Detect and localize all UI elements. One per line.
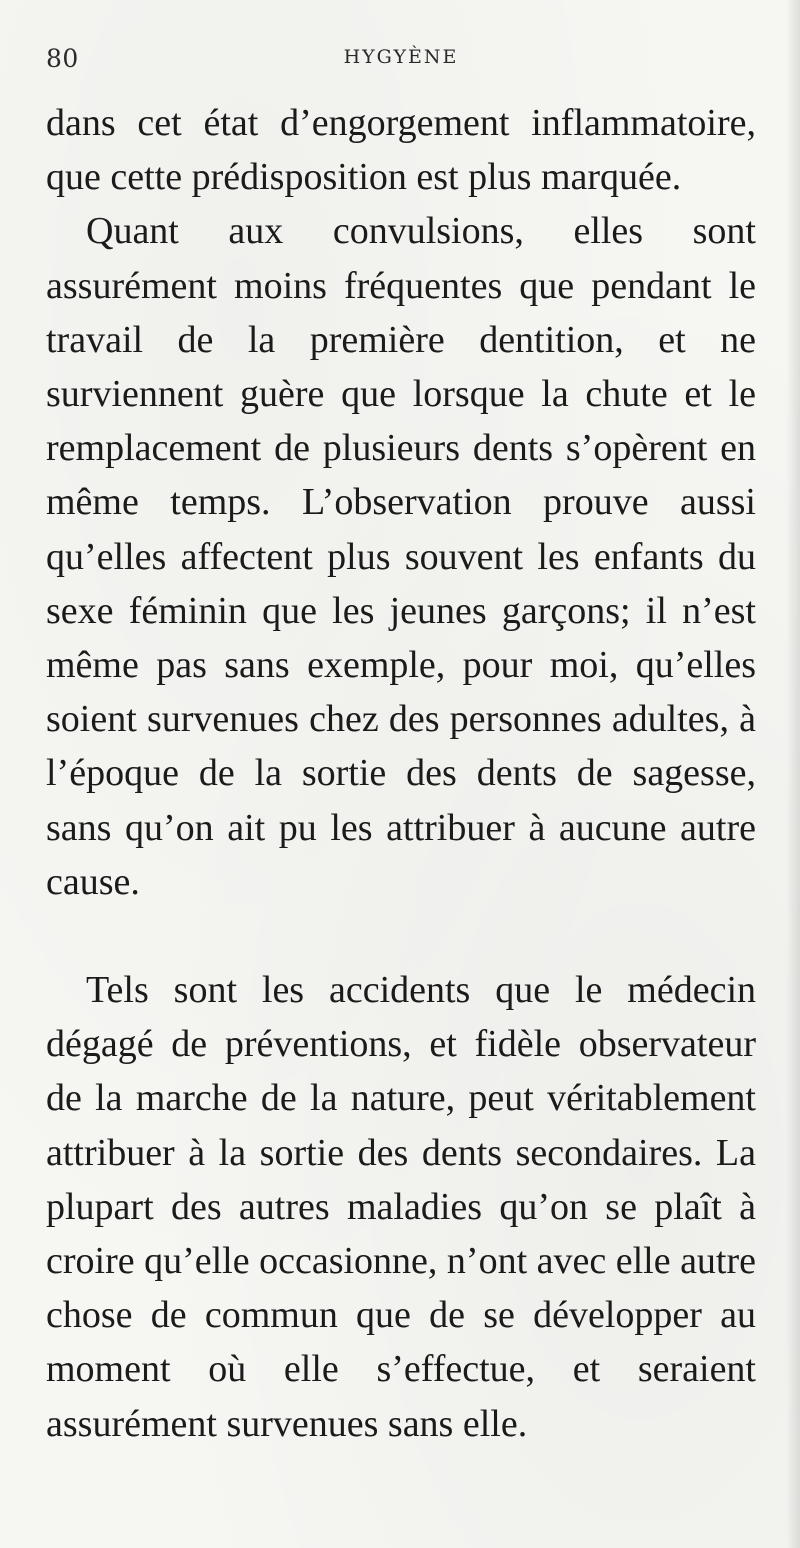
paragraph-convulsions: Quant aux convulsions, elles sont assurément moins fréquentes que pendant le travail de la première dentition, et ne surviennent guère que lorsque la chute et le remplacement de plusieurs dents s’opèrent en même temps. L’observation prouve aussi qu’elles affectent plus souvent les enfants du sexe féminin que les jeunes garçons; il n’est même pas sans exemple, pour moi, qu’elles soient survenues chez des personnes adultes, à l’époque de la sortie des dents de sagesse, sans qu’on ait pu les attribuer à aucune autre cause. bbox=[46, 210, 756, 903]
page-number: 80 bbox=[46, 44, 79, 73]
paragraph-accidents: Tels sont les accidents que le médecin dégagé de préventions, et fidèle observateur de la marche de la nature, peut véritablement attribuer à la sortie des dents secondaires. La plupart des autres maladies qu’on se plaît à croire qu’elle occasionne, n’ont avec elle autre chose de commun que de se développer au moment où elle s’effectue, et seraient assurément survenues sans elle. bbox=[46, 969, 757, 1445]
page-edge-shadow bbox=[786, 0, 800, 1548]
running-head bbox=[46, 40, 756, 76]
running-title: HYGYÈNE bbox=[343, 46, 459, 68]
body-text bbox=[46, 96, 756, 1451]
paragraph-continuation: dans cet état d’engorgement inflammatoire, que cette prédisposition est plus marquée. bbox=[46, 102, 756, 199]
